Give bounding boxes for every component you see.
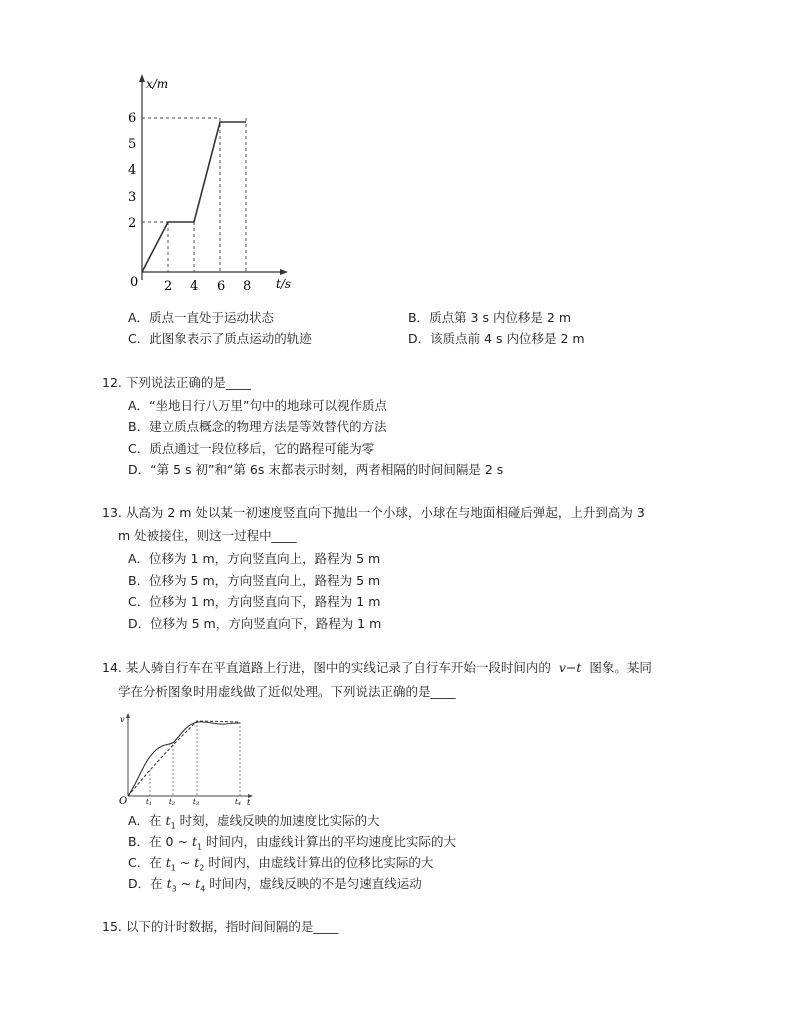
origin-label: 0 xyxy=(130,275,139,290)
x-tick-2: 2 xyxy=(164,279,173,292)
q11-option-d[interactable]: D．该质点前 4 s 内位移是 2 m xyxy=(408,331,585,346)
q14-c-var1: t xyxy=(165,855,171,870)
vt-graph xyxy=(116,712,256,806)
q14-c-sub1: 1 xyxy=(170,863,176,873)
y-axis-arrow xyxy=(139,74,145,82)
q14-option-c[interactable] xyxy=(128,854,433,878)
vt-tick-t1: t1 xyxy=(146,798,153,806)
q14-c-post: 时间内，由虚线计算出的位移比实际的大 xyxy=(204,855,434,870)
q14-stem-part2: 图象。某同 xyxy=(589,660,652,675)
q14-b-sub: 1 xyxy=(196,842,203,852)
q12-option-d[interactable]: D．“第 5 s 初”和“第 6s 末都表示时刻，两者相隔的时间间隔是 2 s xyxy=(128,462,504,477)
vt-actual-curve xyxy=(128,722,240,796)
y-tick-2: 2 xyxy=(128,216,137,231)
vt-tick-t3: t3 xyxy=(193,798,200,806)
q12-option-b[interactable]: B．建立质点概念的物理方法是等效替代的方法 xyxy=(128,419,387,434)
q14-stem-vt: v−t xyxy=(558,660,582,675)
q15-stem: 15. 以下的计时数据，指时间间隔的是____ xyxy=(102,919,339,934)
q14-d-pre: D．在 xyxy=(128,876,167,891)
x-tick-6: 6 xyxy=(217,279,226,292)
q13-option-d[interactable]: D．位移为 5 m，方向竖直向下，路程为 1 m xyxy=(128,616,382,631)
q14-option-d[interactable] xyxy=(128,875,422,899)
q13-stem-line2: m 处被接住，则这一过程中____ xyxy=(118,528,297,543)
q14-c-sub2: 2 xyxy=(199,863,205,873)
q14-b-post: 时间内，由虚线计算出的平均速度比实际的大 xyxy=(202,834,457,849)
q14-b-var: t xyxy=(191,834,197,849)
q14-d-sub1: 3 xyxy=(171,884,177,894)
y-tick-5: 5 xyxy=(128,137,137,152)
xt-data-line xyxy=(142,122,246,272)
q12-stem: 12. 下列说法正确的是____ xyxy=(102,375,251,390)
y-axis-label: x/m xyxy=(146,77,169,91)
q14-c-pre: C．在 xyxy=(128,855,166,870)
q14-option-a[interactable] xyxy=(128,812,380,836)
y-tick-6: 6 xyxy=(128,111,137,126)
q14-c-var2: t xyxy=(194,855,200,870)
q11-option-c[interactable]: C．此图象表示了质点运动的轨迹 xyxy=(128,331,312,346)
vt-y-label: v xyxy=(120,715,125,724)
q13-option-b[interactable]: B．位移为 5 m，方向竖直向上，路程为 5 m xyxy=(128,573,381,588)
x-tick-8: 8 xyxy=(243,279,252,292)
q11-option-a[interactable]: A．质点一直处于运动状态 xyxy=(128,310,275,325)
y-tick-4: 4 xyxy=(128,163,137,178)
x-axis-arrow xyxy=(280,269,288,275)
q12-option-c[interactable]: C．质点通过一段位移后，它的路程可能为零 xyxy=(128,441,375,456)
vt-x-label: t xyxy=(247,798,251,806)
q14-stem-line1 xyxy=(102,659,652,677)
y-tick-3: 3 xyxy=(128,190,137,205)
q12-option-a[interactable]: A．“坐地日行八万里”句中的地球可以视作质点 xyxy=(128,398,388,413)
q14-stem-line2: 学在分析图象时用虚线做了近似处理。下列说法正确的是____ xyxy=(118,684,456,699)
vt-tick-t2: t2 xyxy=(169,798,176,806)
q14-option-b[interactable] xyxy=(128,833,456,857)
q14-d-var1: t xyxy=(166,876,172,891)
x-axis-label: t/s xyxy=(276,277,292,291)
xt-graph xyxy=(118,70,298,292)
q14-d-mid: ~ xyxy=(176,876,196,891)
q14-a-post: 时刻，虚线反映的加速度比实际的大 xyxy=(175,813,380,828)
q14-d-post: 时间内，虚线反映的不是匀速直线运动 xyxy=(205,876,422,891)
q14-c-mid: ~ xyxy=(175,855,195,870)
vt-approx-line xyxy=(128,721,240,796)
q14-d-sub2: 4 xyxy=(200,884,206,894)
vt-tick-t4: t4 xyxy=(235,798,242,806)
vt-origin-label: O xyxy=(119,796,128,806)
q14-a-sub: 1 xyxy=(170,821,176,831)
q13-option-c[interactable]: C．位移为 1 m，方向竖直向下，路程为 1 m xyxy=(128,594,381,609)
q14-b-pre: B．在 0 ~ xyxy=(128,834,192,849)
q13-stem-line1: 13. 从高为 2 m 处以某一初速度竖直向下抛出一个小球，小球在与地面相碰后弹起，上升到高为 3 xyxy=(102,505,645,520)
q14-stem-part1: 14. 某人骑自行车在平直道路上行进，图中的实线记录了自行车开始一段时间内的 xyxy=(102,660,551,675)
q13-option-a[interactable]: A．位移为 1 m，方向竖直向上，路程为 5 m xyxy=(128,551,381,566)
q14-a-pre: A．在 xyxy=(128,813,166,828)
q14-a-var: t xyxy=(165,813,171,828)
q11-option-b[interactable]: B．质点第 3 s 内位移是 2 m xyxy=(408,310,572,325)
vt-y-axis-arrow xyxy=(126,713,130,718)
q14-d-var2: t xyxy=(195,876,201,891)
x-tick-4: 4 xyxy=(190,279,199,292)
